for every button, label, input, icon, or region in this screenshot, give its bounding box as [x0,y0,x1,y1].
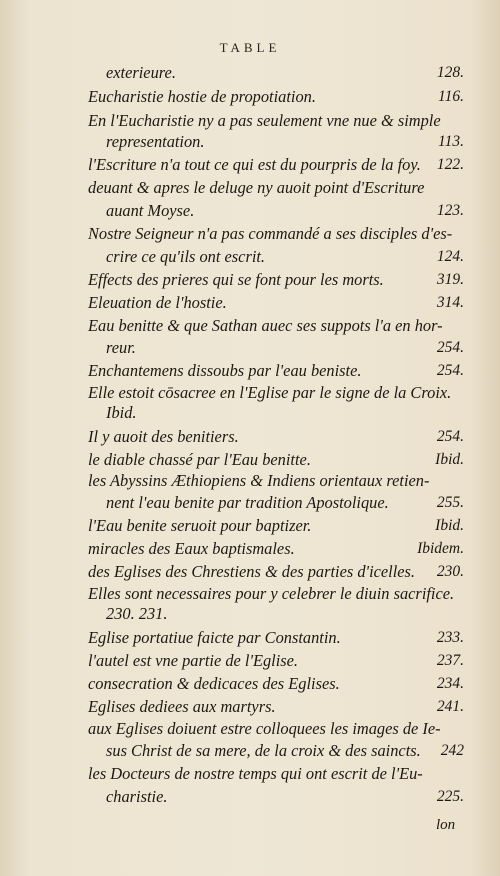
index-entry-page-number: 128. [436,64,464,81]
index-entry-page-number: 122. [436,156,464,173]
index-entry-page-number: 255. [436,494,464,511]
index-entry-text: les Abyssins Æthiopiens & Indiens orientaux retien- [88,471,430,490]
index-entry-page-number: Ibid. [435,451,464,468]
index-entry-text: 230. 231. [106,604,168,623]
index-entry-page-number: 254. [436,362,464,379]
index-entry-text: l'Eau benite seruoit pour baptizer. [88,516,312,535]
index-entry-text: reur. [106,338,136,357]
index-entry-text: consecration & dedicaces des Eglises. [88,674,340,693]
index-entry-text: des Eglises des Chrestiens & des parties d'icelles. [88,562,416,581]
index-entry-text: En l'Eucharistie ny a pas seulement vne nue & simple [88,111,441,130]
index-entry-text: Eglise portatiue faicte par Constantin. [88,628,341,647]
index-entry-text: Effects des prieres qui se font pour les morts. [88,270,384,289]
index-entry-text: sus Christ de sa mere, de la croix & des saincts. [106,741,421,760]
index-entry-text: Ibid. [106,403,137,422]
index-entry-text: charistie. [106,787,168,806]
running-header: TABLE [219,40,281,55]
index-entry-page-number: 230. [436,563,464,580]
index-entry-text: Enchantemens dissoubs par l'eau beniste. [88,361,362,380]
index-entry-text: Il y auoit des benitiers. [88,427,239,446]
index-entry-page-number: 242 [440,742,464,759]
index-entry-page-number: 116. [438,88,464,105]
index-entry-page-number: 124. [436,248,464,265]
index-entry-page-number: 113. [438,133,464,150]
index-entry-page-number: 123. [436,202,464,219]
index-entry-page-number: Ibid. [435,517,464,534]
index-entry-text: le diable chassé par l'Eau benitte. [88,450,311,469]
index-entry-text: crire ce qu'ils ont escrit. [106,247,266,266]
index-entry-text: auant Moyse. [106,201,195,220]
index-entry-text: Nostre Seigneur n'a pas commandé a ses disciples d'es- [88,224,453,243]
index-entry-text: miracles des Eaux baptismales. [88,539,295,558]
index-entry-page-number: 233. [436,629,464,646]
index-entry-text: les Docteurs de nostre temps qui ont escrit de l'Eu- [88,764,423,783]
index-entry-text: aux Eglises doiuent estre colloquees les images de Ie- [88,719,441,738]
index-entry-text: exterieure. [106,63,176,82]
index-entry-page-number: 234. [436,675,464,692]
index-entry-text: Elles sont necessaires pour y celebrer le diuin sacrifice. [88,584,455,603]
index-entry-page-number: 254. [436,339,464,356]
index-entry-page-number: 225. [436,788,464,805]
index-entry-page-number: 314. [436,294,464,311]
index-entry-text: deuant & apres le deluge ny auoit point d'Escriture [88,178,425,197]
index-entry-text: Elle estoit cōsacree en l'Eglise par le signe de la Croix. [88,383,452,402]
index-entry-page-number: 254. [436,428,464,445]
index-entry-page-number: 237. [436,652,464,669]
index-entry-text: representation. [106,132,205,151]
index-entry-text: Eglises dediees aux martyrs. [88,697,276,716]
index-entry-page-number: Ibidem. [417,540,464,557]
index-entry-text: l'autel est vne partie de l'Eglise. [88,651,299,670]
index-entry-text: Eucharistie hostie de propotiation. [88,87,316,106]
index-entry-text: Eleuation de l'hostie. [88,293,227,312]
catchword: lon [436,817,456,833]
index-entry-page-number: 319. [436,271,464,288]
index-entry-text: nent l'eau benite par tradition Apostolique. [106,493,389,512]
index-entry-text: l'Escriture n'a tout ce qui est du pourpris de la foy. [88,155,421,174]
index-entry-page-number: 241. [436,698,464,715]
index-entry-text: Eau benitte & que Sathan auec ses suppots l'a en hor- [88,316,443,335]
